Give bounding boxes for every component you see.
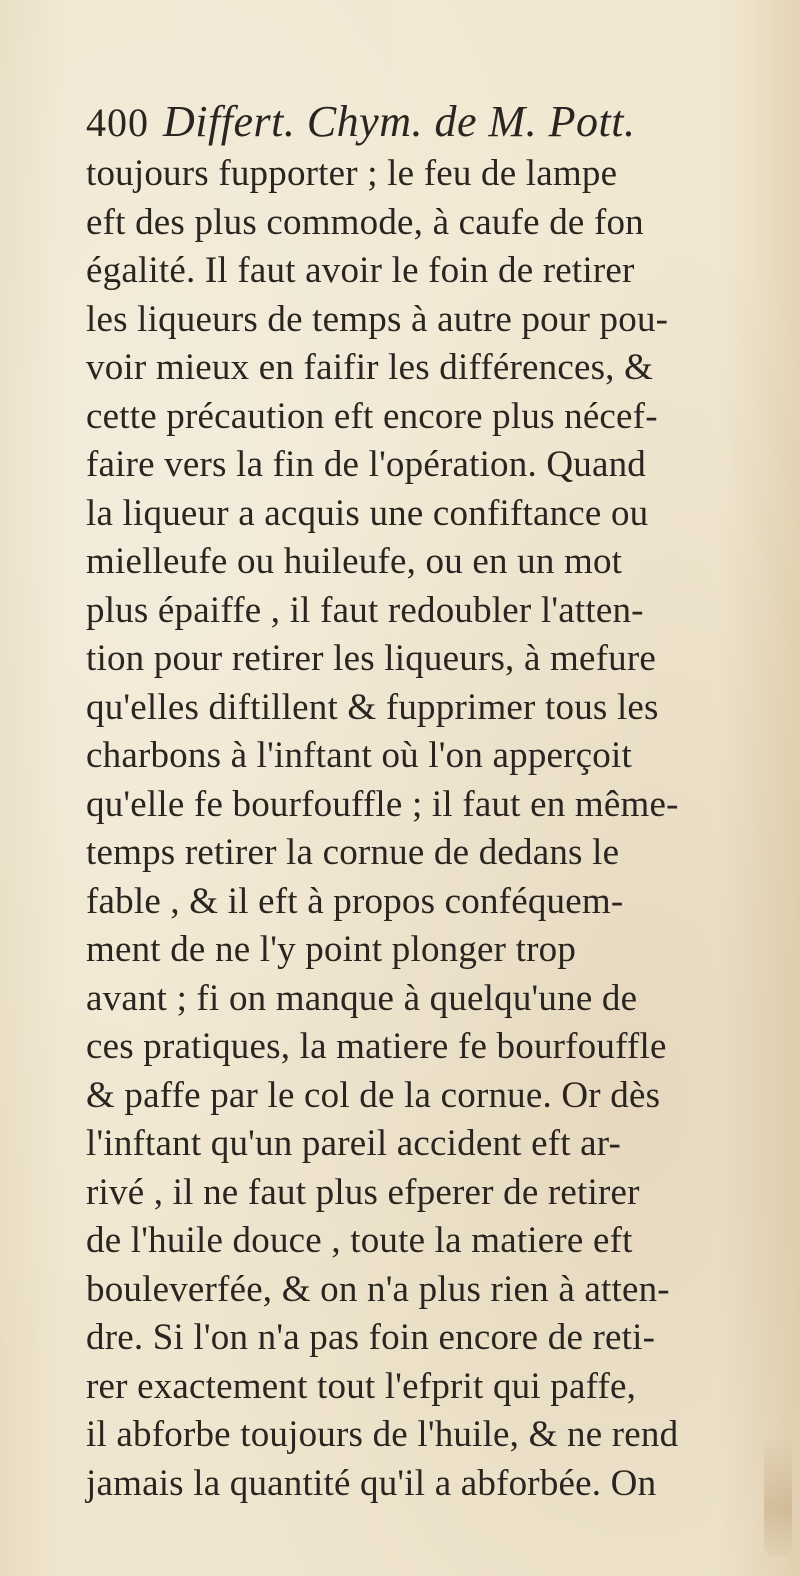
- text-line: ces pratiques, la matiere fe bourfouffle: [86, 1026, 667, 1067]
- running-title: Differt. Chym. de M. Pott.: [163, 97, 636, 146]
- text-line: plus épaiffe , il faut redoubler l'atten-: [86, 589, 644, 631]
- text-line: bouleverfée, & on n'a plus rien à atten-: [86, 1268, 670, 1310]
- text-line: jamais la quantité qu'il a abforbée. On: [86, 1462, 657, 1504]
- text-line: rer exactement tout l'efprit qui paffe,: [86, 1365, 637, 1407]
- text-line: les liqueurs de temps à autre pour pou-: [86, 298, 669, 340]
- page-header: [86, 96, 766, 152]
- text-line: eft des plus commode, à caufe de fon: [86, 201, 644, 243]
- text-line: tion pour retirer les liqueurs, à mefure: [86, 638, 656, 679]
- text-line: égalité. Il faut avoir le foin de retirer: [86, 250, 635, 291]
- text-line: de l'huile douce , toute la matiere eft: [86, 1220, 633, 1261]
- text-line: avant ; fi on manque à quelqu'une de: [86, 977, 638, 1019]
- text-line: il abforbe toujours de l'huile, & ne rend: [86, 1414, 679, 1455]
- text-line: qu'elles diftillent & fupprimer tous les: [86, 686, 659, 728]
- text-line: voir mieux en faifir les différences, &: [86, 347, 654, 388]
- body-text: [86, 150, 796, 1508]
- text-line: toujours fupporter ; le feu de lampe: [86, 153, 618, 194]
- text-line: fable , & il eft à propos conféquem-: [86, 880, 624, 922]
- paper-stain: [764, 1436, 792, 1556]
- text-line: la liqueur a acquis une confiftance ou: [86, 492, 649, 534]
- text-line: ment de ne l'y point plonger trop: [86, 929, 577, 970]
- text-line: dre. Si l'on n'a pas foin encore de reti-: [86, 1317, 656, 1358]
- text-line: cette précaution eft encore plus nécef-: [86, 395, 658, 437]
- text-line: rivé , il ne faut plus efperer de retirer: [86, 1171, 640, 1213]
- text-line: mielleufe ou huileufe, ou en un mot: [86, 541, 623, 582]
- text-line: & paffe par le col de la cornue. Or dès: [86, 1074, 661, 1116]
- text-line: l'inftant qu'un pareil accident eft ar-: [86, 1123, 622, 1164]
- text-line: temps retirer la cornue de dedans le: [86, 832, 620, 873]
- text-line: charbons à l'inftant où l'on apperçoit: [86, 735, 632, 776]
- text-line: qu'elle fe bourfouffle ; il faut en même-: [86, 783, 679, 825]
- page-number: 400: [86, 100, 149, 145]
- text-line: faire vers la fin de l'opération. Quand: [86, 444, 646, 485]
